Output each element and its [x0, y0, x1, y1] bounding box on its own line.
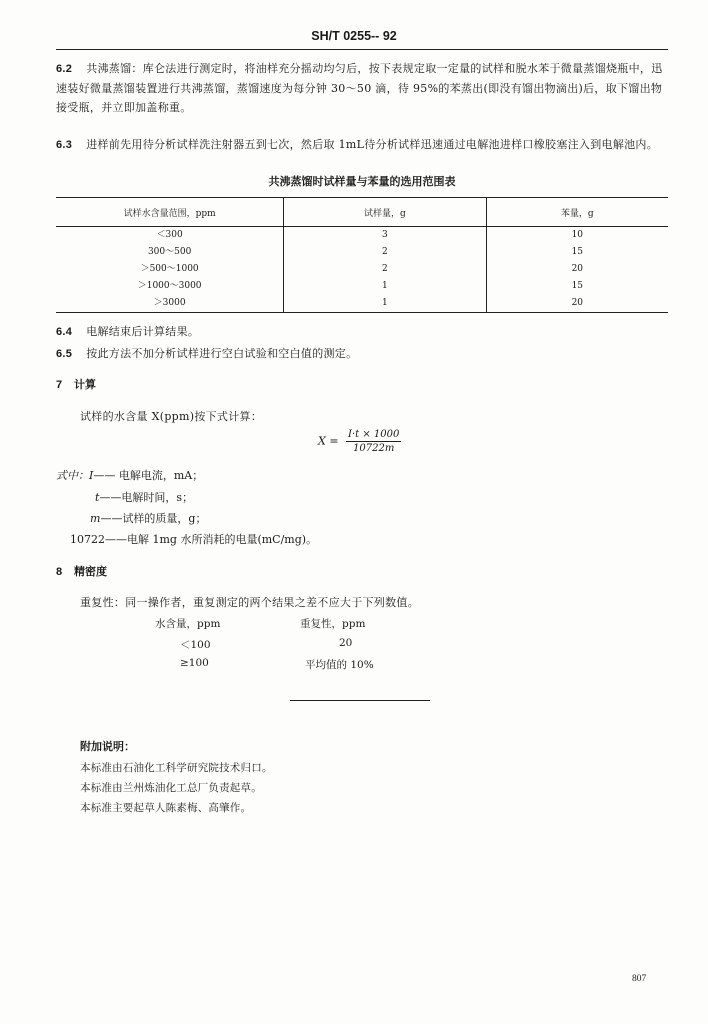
precision-repeat-value: 平均值的 10% [305, 659, 374, 671]
legend-row-current [56, 467, 203, 483]
table-caption: 共沸蒸馏时试样量与苯量的选用范围表 [268, 175, 456, 188]
header-water-range: 试样水含量范围，ppm [56, 198, 284, 227]
formula-denominator: 10722m [353, 443, 395, 454]
note-line: 本标准主要起草人陈素梅、高肇作。 [80, 802, 252, 814]
formula-fraction [346, 429, 401, 454]
table-row [56, 244, 668, 261]
note-line: 本标准由兰州炼油化工总厂负责起草。 [80, 782, 262, 794]
note-line: 本标准由石油化工科学研究院技术归口。 [80, 762, 273, 774]
paragraph-6-2 [56, 59, 668, 117]
legend-row-constant [70, 531, 317, 547]
cell-benzene-amount: 15 [486, 244, 668, 261]
cell-water-range: ＞1000～3000 [137, 281, 202, 291]
precision-header-water: 水含量，ppm [155, 618, 221, 630]
cell-sample-amount: 2 [284, 244, 486, 261]
cell-water-range: 300～500 [147, 247, 192, 257]
legend-symbol: t [95, 491, 100, 504]
document-code-header: SH/T 0255-- 92 [311, 29, 397, 43]
paragraph-text: 共沸蒸馏：库仑法进行测定时，将油样充分摇动均匀后，按下表规定取一定量的试样和脱水苯于微量蒸馏烧瓶中，迅速装好微量蒸馏装置进行共沸蒸馏，蒸馏速度为每分钟 30～50 滴，待 95%的苯蒸出(即没有馏出物滴出)后，取下馏出物接受瓶，并立即加盖称重。 [56, 62, 663, 114]
section-8-heading [56, 563, 107, 579]
section-number: 6.2 [56, 63, 73, 75]
repeatability-intro: 重复性：同一操作者，重复测定的两个结果之差不应大于下列数值。 [80, 596, 419, 609]
table-header-row [56, 198, 668, 227]
sample-benzene-table [56, 197, 668, 313]
section-number: 6.5 [56, 348, 73, 360]
cell-water-range: ＞3000 [56, 295, 284, 313]
formula-lhs: X = [318, 434, 339, 448]
notes-title: 附加说明： [80, 740, 135, 753]
paragraph-6-4 [56, 322, 668, 342]
section-title: 精密度 [74, 565, 107, 578]
legend-row-mass [90, 510, 206, 526]
paragraph-6-3 [56, 135, 668, 155]
section-title: 计算 [74, 378, 96, 391]
legend-symbol: 式中：I [56, 469, 94, 482]
cell-water-range: ＞500～1000 [140, 264, 199, 274]
cell-benzene-amount: 20 [486, 295, 668, 313]
end-rule [290, 700, 430, 701]
paragraph-text: 按此方法不加分析试样进行空白试验和空白值的测定。 [86, 347, 358, 360]
cell-benzene-amount: 15 [486, 278, 668, 295]
section-7-heading [56, 376, 96, 392]
precision-header-repeat: 重复性，ppm [300, 618, 366, 630]
cell-benzene-amount: 10 [486, 227, 668, 245]
precision-water-value: ≥100 [180, 657, 209, 669]
page-number: 807 [632, 974, 647, 984]
cell-sample-amount: 3 [284, 227, 486, 245]
section-number: 6.3 [56, 139, 73, 151]
legend-desc: ——试样的质量，g； [100, 512, 207, 525]
section-number: 6.4 [56, 326, 73, 338]
cell-sample-amount: 1 [284, 295, 486, 313]
legend-symbol: 10722 [70, 533, 105, 546]
header-benzene-amount: 苯量，g [486, 198, 668, 227]
header-sample-amount: 试样量，g [284, 198, 486, 227]
legend-desc: ——电解 1mg 水所消耗的电量(mC/mg)。 [105, 533, 318, 546]
paragraph-text: 进样前先用待分析试样洗注射器五到七次，然后取 1mL待分析试样迅速通过电解池进样口橡胶塞注入到电解池内。 [86, 138, 659, 151]
cell-water-range: ＜300 [156, 230, 183, 240]
table-row [56, 278, 668, 295]
table-row [56, 227, 668, 245]
legend-desc: ——电解时间，s； [99, 491, 194, 504]
precision-water-value: ＜100 [180, 639, 211, 651]
cell-benzene-amount: 20 [486, 261, 668, 278]
header-rule [56, 49, 668, 50]
section-number: 7 [56, 379, 63, 391]
formula-numerator: I·t × 1000 [348, 429, 400, 440]
precision-repeat-value: 20 [339, 637, 353, 649]
section-number: 8 [56, 566, 63, 578]
legend-row-time [95, 489, 193, 505]
legend-symbol: m [90, 512, 101, 525]
paragraph-text: 电解结束后计算结果。 [86, 325, 200, 338]
table-row [56, 261, 668, 278]
calc-intro: 试样的水含量 X(ppm)按下式计算： [80, 410, 263, 423]
paragraph-6-5 [56, 344, 668, 364]
cell-sample-amount: 2 [284, 261, 486, 278]
cell-sample-amount: 1 [284, 278, 486, 295]
water-content-formula [318, 429, 401, 454]
table-row [56, 295, 668, 313]
legend-desc: —— 电解电流，mA； [93, 469, 204, 482]
